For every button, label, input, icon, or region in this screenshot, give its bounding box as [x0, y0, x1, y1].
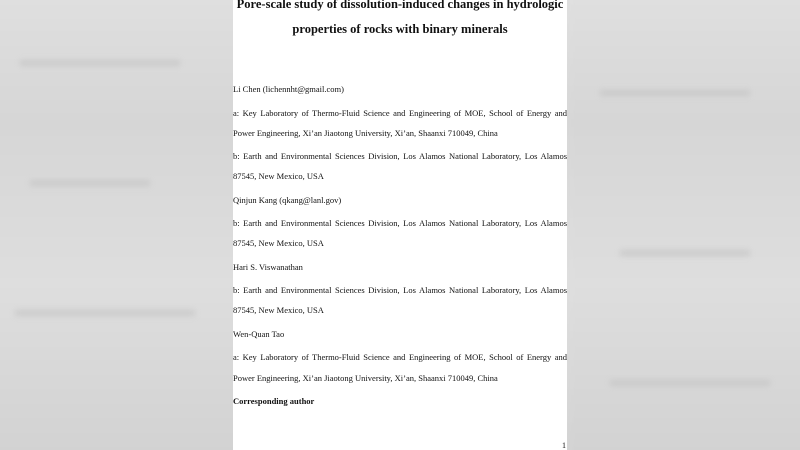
- affiliation-line: 87545, New Mexico, USA: [233, 238, 324, 248]
- author-name: Li Chen (lichennht@gmail.com): [233, 84, 344, 94]
- affiliation-line: b: Earth and Environmental Sciences Division, Los Alamos National Laboratory, Los Alamos: [233, 218, 567, 228]
- page-number: 1: [562, 441, 566, 450]
- affiliation-line: 87545, New Mexico, USA: [233, 305, 324, 315]
- affiliation-line: 87545, New Mexico, USA: [233, 171, 324, 181]
- blurred-text-line: [15, 310, 195, 316]
- blurred-text-line: [600, 90, 750, 96]
- affiliation-line: a: Key Laboratory of Thermo-Fluid Science and Engineering of MOE, School of Energy and: [233, 108, 567, 118]
- affiliation-line: b: Earth and Environmental Sciences Division, Los Alamos National Laboratory, Los Alamos: [233, 285, 567, 295]
- affiliation-line: Power Engineering, Xi’an Jiaotong University, Xi’an, Shaanxi 710049, China: [233, 128, 498, 138]
- blurred-text-line: [20, 60, 180, 66]
- blurred-text-line: [610, 380, 770, 386]
- blurred-text-line: [620, 250, 750, 256]
- paper-title-line-2: properties of rocks with binary minerals: [292, 22, 508, 36]
- affiliation-line: Power Engineering, Xi’an Jiaotong University, Xi’an, Shaanxi 710049, China: [233, 373, 498, 383]
- paper-title-line-1: Pore-scale study of dissolution-induced changes in hydrologic: [236, 0, 564, 11]
- document-page: [233, 0, 567, 450]
- blurred-text-line: [30, 180, 150, 186]
- affiliation-line: b: Earth and Environmental Sciences Division, Los Alamos National Laboratory, Los Alamos: [233, 151, 567, 161]
- author-name: Hari S. Viswanathan: [233, 262, 303, 272]
- affiliation-line: a: Key Laboratory of Thermo-Fluid Science and Engineering of MOE, School of Energy and: [233, 352, 567, 362]
- blurred-left-panel: [0, 0, 250, 450]
- author-name: Qinjun Kang (qkang@lanl.gov): [233, 195, 342, 205]
- corresponding-author-heading: Corresponding author: [233, 396, 315, 406]
- author-name: Wen-Quan Tao: [233, 329, 285, 339]
